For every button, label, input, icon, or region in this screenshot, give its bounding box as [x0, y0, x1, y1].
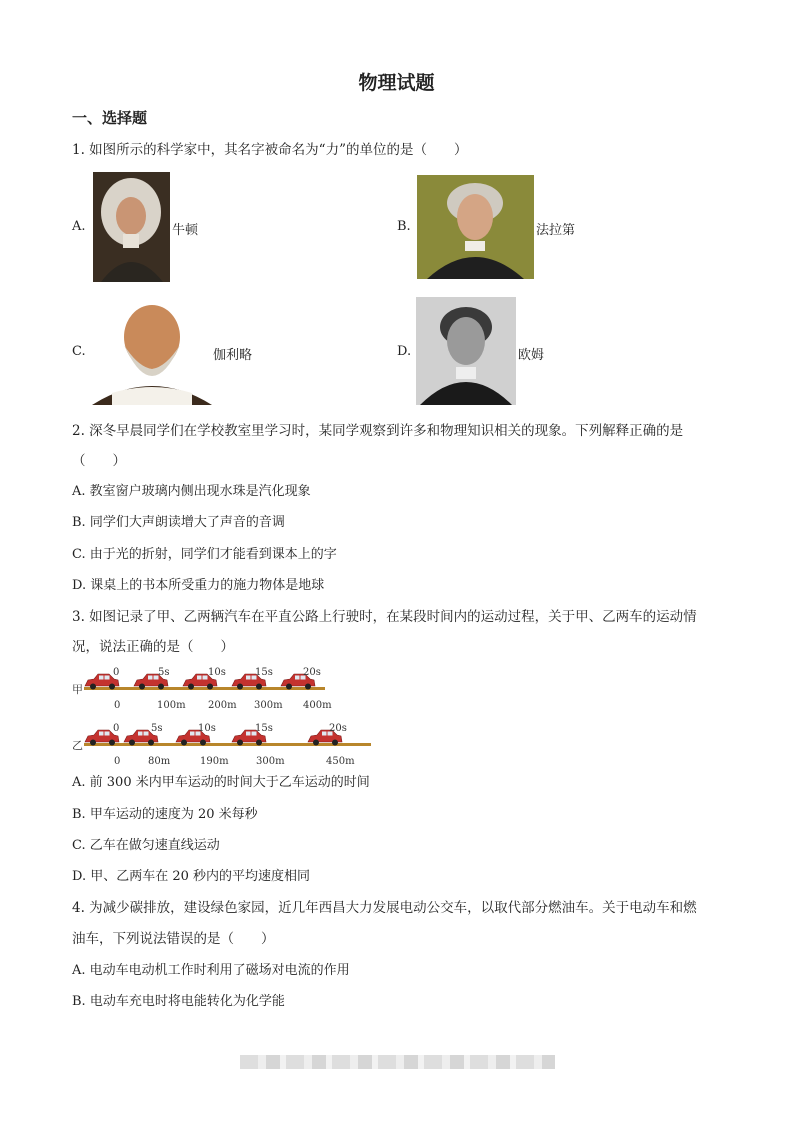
jia-dist-400: 400m — [303, 700, 332, 711]
q2-option-a: A. 教室窗户玻璃内侧出现水珠是汽化现象 — [72, 484, 311, 499]
galileo-portrait — [92, 297, 212, 405]
jia-dist-300: 300m — [254, 700, 283, 711]
q1-option-d-name: 欧姆 — [518, 348, 545, 363]
yi-time-15s: 15s — [255, 723, 273, 734]
yi-time-0: 0 — [113, 723, 120, 734]
question-3-stem-line1: 3. 如图记录了甲、乙两辆汽车在平直公路上行驶时，在某段时间内的运动过程，关于甲、乙两车的运动情 — [72, 609, 697, 625]
road-yi — [84, 743, 371, 746]
jia-dist-200: 200m — [208, 700, 237, 711]
yi-dist-80: 80m — [148, 756, 171, 767]
question-1-stem: 1. 如图所示的科学家中，其名字被命名为“力”的单位的是（ ） — [72, 142, 468, 158]
row-jia-label: 甲 — [72, 683, 83, 696]
q1-option-d-label: D. — [397, 344, 412, 359]
yi-time-20s: 20s — [329, 723, 347, 734]
jia-dist-100: 100m — [157, 700, 186, 711]
jia-dist-0: 0 — [114, 700, 121, 711]
q3-option-b: B. 甲车运动的速度为 20 米每秒 — [72, 807, 258, 822]
yi-dist-190: 190m — [200, 756, 229, 767]
yi-dist-450: 450m — [326, 756, 355, 767]
yi-dist-300: 300m — [256, 756, 285, 767]
yi-time-10s: 10s — [198, 723, 216, 734]
newton-portrait — [93, 172, 170, 282]
yi-time-5s: 5s — [151, 723, 163, 734]
jia-time-20s: 20s — [303, 667, 321, 678]
question-4-stem-line1: 4. 为减少碳排放，建设绿色家园，近几年西昌大力发展电动公交车，以取代部分燃油车。关于电动车和燃 — [72, 900, 697, 916]
jia-time-10s: 10s — [208, 667, 226, 678]
q2-option-d: D. 课桌上的书本所受重力的施力物体是地球 — [72, 578, 325, 593]
page-title: 物理试题 — [358, 72, 435, 94]
q4-option-b: B. 电动车充电时将电能转化为化学能 — [72, 994, 285, 1009]
q3-option-a: A. 前 300 米内甲车运动的时间大于乙车运动的时间 — [72, 775, 370, 790]
q1-option-b-name: 法拉第 — [536, 223, 576, 238]
section-heading: 一、选择题 — [72, 109, 148, 127]
q1-option-a-name: 牛顿 — [172, 223, 199, 238]
jia-time-15s: 15s — [255, 667, 273, 678]
faraday-portrait — [417, 175, 534, 279]
q3-option-c: C. 乙车在做匀速直线运动 — [72, 838, 220, 853]
q2-option-c: C. 由于光的折射，同学们才能看到课本上的字 — [72, 547, 337, 562]
ohm-portrait — [416, 297, 516, 405]
q4-option-a: A. 电动车电动机工作时利用了磁场对电流的作用 — [72, 963, 350, 978]
car-motion-diagram — [70, 662, 380, 770]
q1-option-a-label: A. — [72, 219, 86, 234]
q2-option-b: B. 同学们大声朗读增大了声音的音调 — [72, 515, 285, 530]
q3-option-d: D. 甲、乙两车在 20 秒内的平均速度相同 — [72, 869, 311, 884]
row-yi-label: 乙 — [72, 739, 83, 752]
question-4-stem-line2: 油车，下列说法错误的是（ ） — [72, 931, 275, 947]
jia-time-0: 0 — [113, 667, 120, 678]
question-3-stem-line2: 况，说法正确的是（ ） — [72, 639, 234, 655]
yi-dist-0: 0 — [114, 756, 121, 767]
question-2-stem-line1: 2. 深冬早晨同学们在学校教室里学习时，某同学观察到许多和物理知识相关的现象。下列解释正确的是 — [72, 423, 684, 439]
q1-option-b-label: B. — [397, 219, 411, 234]
jia-time-5s: 5s — [158, 667, 170, 678]
q1-option-c-label: C. — [72, 344, 86, 359]
question-2-stem-line2: （ ） — [72, 453, 126, 469]
footer-watermark — [240, 1055, 555, 1069]
q1-option-c-name: 伽利略 — [213, 348, 253, 363]
